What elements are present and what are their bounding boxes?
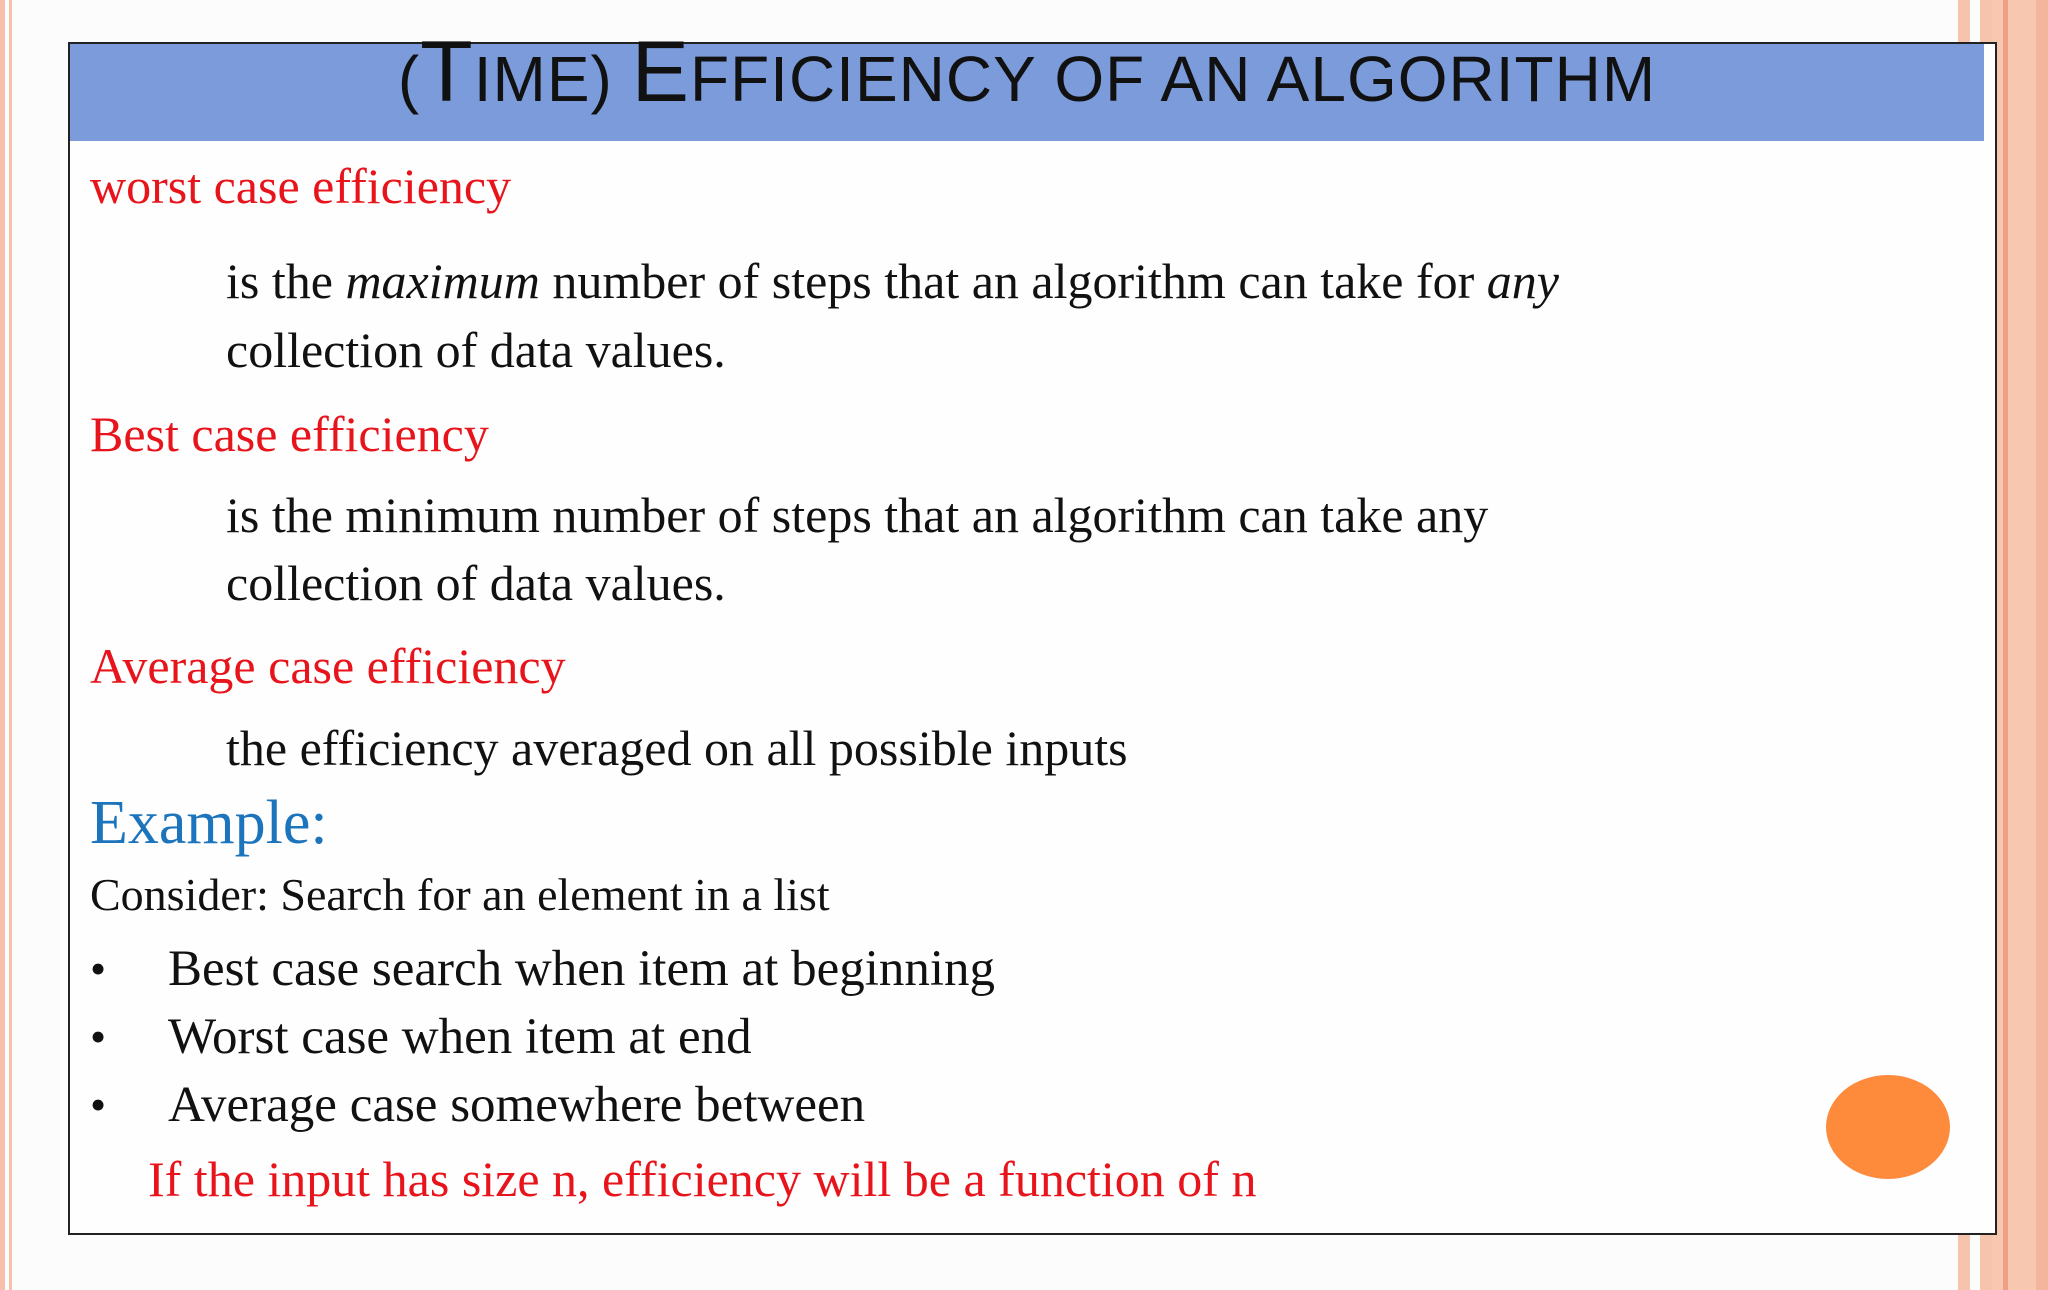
best-case-line-1: is the minimum number of steps that an algorithm can take any — [226, 487, 1489, 543]
bullet-dot: • — [90, 1011, 107, 1062]
worst-line1-pre: is the — [226, 253, 346, 309]
average-case-heading: Average case efficiency — [90, 638, 566, 694]
slide-title — [70, 24, 1984, 133]
average-case-line-1: the efficiency averaged on all possible inputs — [226, 720, 1128, 776]
title-ime: IME — [473, 43, 591, 115]
title-letter-e: E — [631, 24, 690, 120]
best-case-heading: Best case efficiency — [90, 406, 489, 462]
worst-case-heading: worst case efficiency — [90, 158, 512, 214]
bullet-dot: • — [90, 943, 107, 994]
worst-line1-mid: number of steps that an algorithm can take for — [539, 253, 1487, 309]
left-decor-stripe — [0, 0, 5, 1290]
title-paren-open: ( — [397, 43, 421, 115]
conclusion-text: If the input has size n, efficiency will be a function of n — [148, 1151, 1257, 1207]
title-rest: FFICIENCY OF AN ALGORITHM — [689, 43, 1657, 115]
example-consider: Consider: Search for an element in a list — [90, 869, 830, 920]
worst-line1-maximum: maximum — [345, 253, 540, 309]
worst-line1-any: any — [1486, 253, 1559, 309]
right-decor-stripe-3 — [2003, 0, 2008, 1290]
right-decor-stripe-4 — [2036, 0, 2048, 1290]
left-decor-stripe-thin — [9, 0, 12, 1290]
worst-case-line-1 — [226, 246, 1559, 316]
bullet-item-3: Average case somewhere between — [168, 1077, 866, 1133]
best-case-line-2: collection of data values. — [226, 555, 726, 611]
worst-case-line-2: collection of data values. — [226, 322, 726, 378]
example-heading: Example: — [90, 789, 328, 857]
orange-circle-decoration — [1826, 1075, 1950, 1179]
bullet-item-1: Best case search when item at beginning — [168, 941, 996, 997]
title-letter-t: T — [420, 24, 474, 120]
slide-frame — [68, 24, 1997, 1235]
title-paren-close: ) — [590, 43, 613, 115]
bullet-item-2: Worst case when item at end — [168, 1009, 752, 1065]
bullet-dot: • — [90, 1079, 107, 1130]
